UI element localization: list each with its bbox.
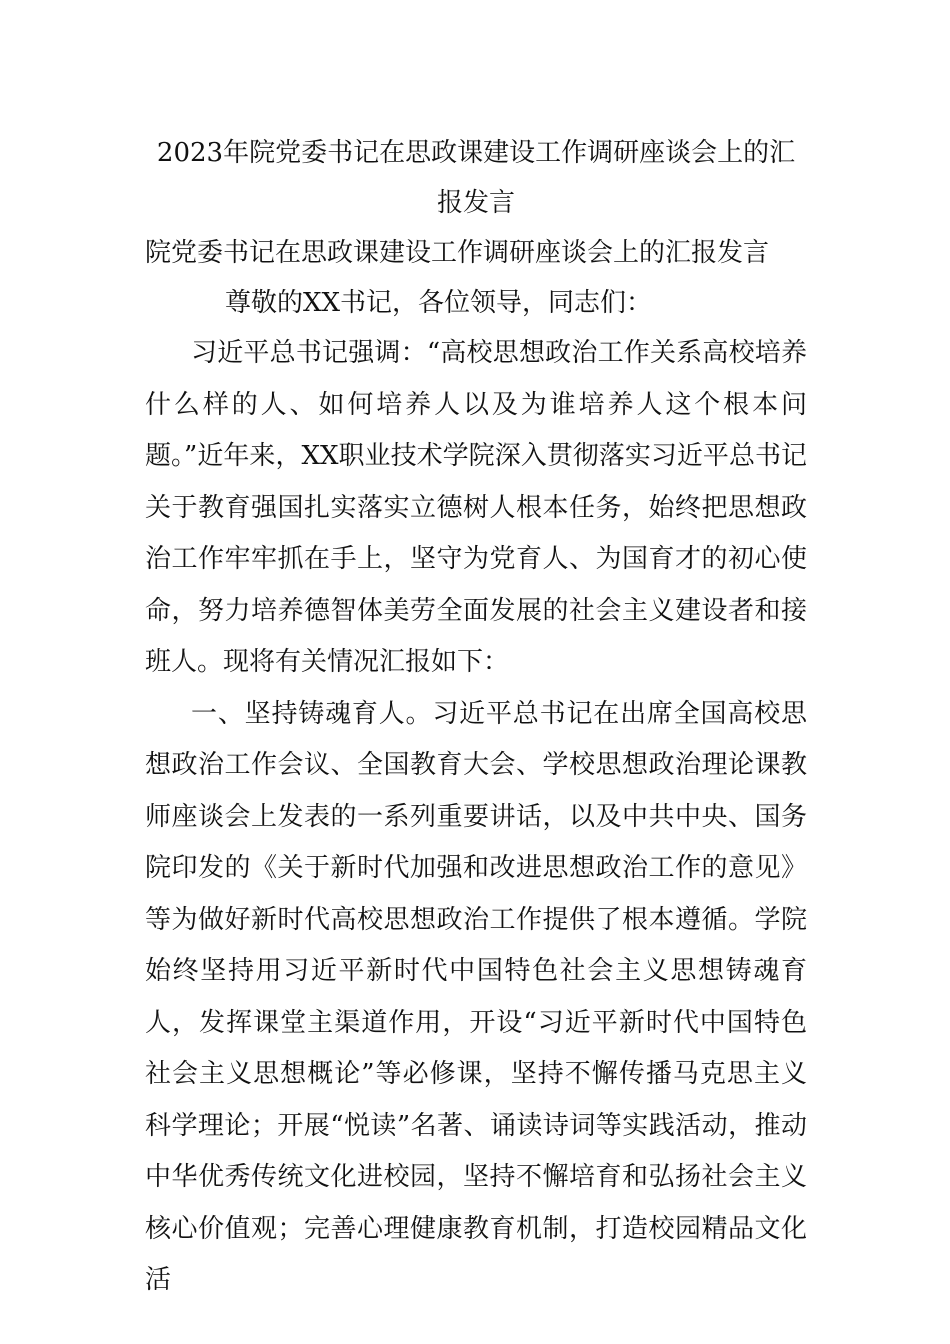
document-subtitle: 院党委书记在思政课建设工作调研座谈会上的汇报发言 xyxy=(145,238,770,268)
salutation: 尊敬的XX书记，各位领导，同志们： xyxy=(225,288,653,318)
paragraph-intro: 习近平总书记强调：“高校思想政治工作关系高校培养什么样的人、如何培养人以及为谁培养人这个根本问题。”近年来，XX职业技术学院深入贯彻落实习近平总书记关于教育强国扎实落实立德树人根本任务，始终把思想政治工作牢牢抓在手上，坚守为党育人、为国育才的初心使命，努力培养德智体美劳全面发展的社会主义建设者和接班人。现将有关情况汇报如下： xyxy=(145,338,807,677)
document-title: 2023年院党委书记在思政课建设工作调研座谈会上的汇报发言 xyxy=(156,138,796,218)
document-body xyxy=(145,128,807,1307)
paragraph-section-one: 一、坚持铸魂育人。习近平总书记在出席全国高校思想政治工作会议、全国教育大会、学校思想政治理论课教师座谈会上发表的一系列重要讲话，以及中共中央、国务院印发的《关于新时代加强和改进思想政治工作的意见》等为做好新时代高校思想政治工作提供了根本遵循。学院始终坚持用习近平新时代中国特色社会主义思想铸魂育人，发挥课堂主渠道作用，开设“习近平新时代中国特色社会主义思想概论”等必修课，坚持不懈传播马克思主义科学理论；开展“悦读”名著、诵读诗词等实践活动，推动中华优秀传统文化进校园，坚持不懈培育和弘扬社会主义核心价值观；完善心理健康教育机制，打造校园精品文化活 xyxy=(145,698,807,1295)
